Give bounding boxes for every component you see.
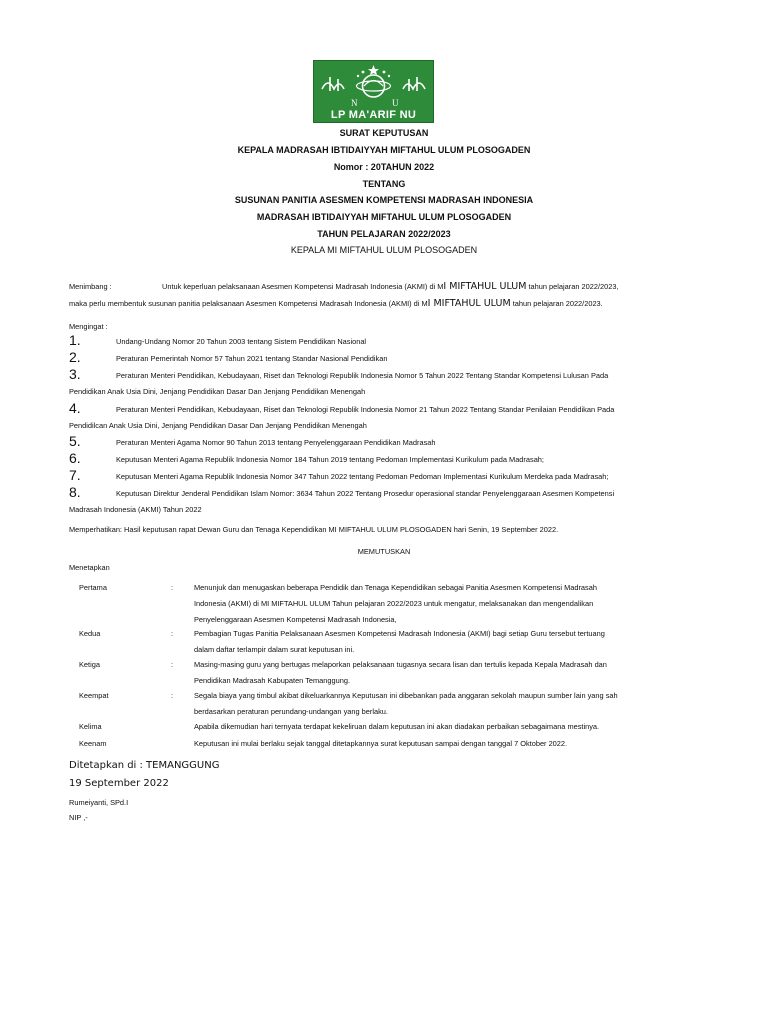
signatory-name: Rumeiyanti, SPd.I — [69, 798, 129, 807]
menimbang-line-2-end: tahun pelajaran 2022/2023. — [512, 299, 603, 308]
decision-text-line: Keputusan ini mulai berlaku sejak tanggal ditetapkannya surat keputusan sampai dengan tanggal 7 Oktober 2022. — [194, 739, 568, 748]
logo-letter-u: U — [392, 98, 399, 108]
list-item-number: 1. — [69, 332, 81, 348]
list-item-number: 5. — [69, 433, 81, 449]
decision-text-line: Indonesia (AKMI) di MI MIFTAHUL ULUM Tahun pelajaran 2022/2023 untuk mengatur, melaksanakan dan mengendalikan — [194, 599, 594, 608]
list-item-text: Peraturan Menteri Agama Nomor 90 Tahun 2013 tentang Penyelenggaraan Pendidikan Madrasah — [116, 438, 436, 447]
decision-colon: : — [171, 629, 174, 638]
header-line-1: KEPALA MADRASAH IBTIDAIYYAH MIFTAHUL ULUM PLOSOGADEN — [237, 145, 531, 155]
decision-text-line: Segala biaya yang timbul akibat dikeluarkannya Keputusan ini dibebankan pada anggaran sekolah maupun sumber lain yang sah — [194, 691, 618, 700]
ditetapkan-place: Ditetapkan di : TEMANGGUNG — [69, 760, 220, 771]
menimbang-line-2 — [69, 296, 678, 312]
list-item-continuation: Pendidilcan Anak Usia Dini, Jenjang Pendidikan Dasar Dan Jenjang Pendidikan Menengah — [69, 421, 367, 430]
decision-colon: : — [171, 660, 174, 669]
mengingat-label: Mengingat : — [69, 322, 108, 331]
list-item-number: 8. — [69, 484, 81, 500]
decision-text-line: Penyelenggaraan Asesmen Kompetensi Madrasah Indonesia, — [194, 615, 397, 624]
list-item-continuation: Madrasah Indonesia (AKMI) Tahun 2022 — [69, 505, 202, 514]
list-item-number: 4. — [69, 400, 81, 416]
list-item-text: Undang-Undang Nomor 20 Tahun 2003 tentang Sistem Pendidikan Nasional — [116, 337, 367, 346]
document-title: SURAT KEPUTUSAN — [339, 128, 429, 138]
logo-letter-n: N — [351, 98, 358, 108]
decision-text-line: Apabila dikemudian hari ternyata terdapat kekeliruan dalam keputusan ini akan diadakan perbaikan sebagaimana mestinya. — [194, 722, 600, 731]
menimbang-line-1-end: tahun pelajaran 2022/2023, — [528, 282, 619, 291]
decision-colon: : — [171, 691, 174, 700]
decision-label: Pertama — [79, 583, 107, 592]
decision-text-line: Menunjuk dan menugaskan beberapa Pendidik dan Tenaga Kependidikan sebagai Panitia Asesmen Kompetensi Madrasah — [194, 583, 597, 592]
decision-label: Ketiga — [79, 660, 100, 669]
academic-year: TAHUN PELAJARAN 2022/2023 — [317, 229, 451, 239]
subject-line-2: MADRASAH IBTIDAIYYAH MIFTAHUL ULUM PLOSOGADEN — [256, 212, 512, 222]
nu-emblem-icon — [314, 61, 433, 111]
subject-line-1: SUSUNAN PANITIA ASESMEN KOMPETENSI MADRASAH INDONESIA — [234, 195, 534, 205]
document-number: Nomor : 20TAHUN 2022 — [333, 162, 435, 172]
ditetapkan-date: 19 September 2022 — [69, 778, 169, 789]
memperhatikan-text: Memperhatikan: Hasil keputusan rapat Dewan Guru dan Tenaga Kependidikan MI MIFTAHUL ULUM PLOSOGADEN hari Senin, 19 September 2022. — [69, 525, 559, 534]
decision-text-line: Pendidikan Madrasah Kabupaten Temanggung. — [194, 676, 351, 685]
signatory-nip: NIP ,- — [69, 813, 88, 822]
decision-label: Keempat — [79, 691, 109, 700]
decision-text-line: Masing-masing guru yang bertugas melaporkan pelaksanaan tugasnya secara lisan dan tertulis kepada Kepala Madrasah dan — [194, 660, 607, 669]
list-item-number: 6. — [69, 450, 81, 466]
list-item-number: 7. — [69, 467, 81, 483]
decision-text-line: dalam daftar terlampir dalam surat keputusan ini. — [194, 645, 355, 654]
list-item-text: Peraturan Menteri Pendidikan, Kebudayaan, Riset dan Teknologi Republik Indonesia Nomor 21 Tahun 2022 Tentang Standar Penilaian Pendidikan Pada — [116, 405, 615, 414]
list-item-text: Peraturan Menteri Pendidikan, Kebudayaan, Riset dan Teknologi Republik Indonesia Nomor 5 Tahun 2022 Tentang Standar Kompetensi Lulusan Pada — [116, 371, 609, 380]
menimbang-line-2-school: I MIFTAHUL ULUM — [427, 298, 511, 309]
list-item-text: Keputusan Menteri Agama Republik Indonesia Nomor 184 Tahun 2019 tentang Pedoman Implementasi Kurikulum pada Madrasah; — [116, 455, 544, 464]
menimbang-line-1-school: I MIFTAHUL ULUM — [443, 281, 527, 292]
decision-text-line: berdasarkan peraturan perundang-undangan yang berlaku. — [194, 707, 388, 716]
list-item-text: Keputusan Direktur Jenderal Pendidikan Islam Nomor: 3634 Tahun 2022 Tentang Prosedur operasional standar Penyelenggaraan Asesmen Kompetensi — [116, 489, 615, 498]
memutuskan-heading: MEMUTUSKAN — [357, 547, 411, 556]
lp-maarif-nu-logo — [313, 60, 434, 123]
list-item-number: 2. — [69, 349, 81, 365]
decision-text-line: Pembagian Tugas Panitia Pelaksanaan Asesmen Kompetensi Madrasah Indonesia (AKMI) bagi setiap Guru tersebut tertuang — [194, 629, 605, 638]
list-item-text: Keputusan Menteri Agama Republik Indonesia Nomor 347 Tahun 2022 tentang Pedoman Pedoman Implementasi Kurikulum Merdeka pada Madrasah; — [116, 472, 609, 481]
decision-label: Keenam — [79, 739, 107, 748]
list-item-number: 3. — [69, 366, 81, 382]
logo-caption: LP MA'ARIF NU — [330, 109, 417, 121]
list-item-text: Peraturan Pemerintah Nomor 57 Tahun 2021 tentang Standar Nasional Pendidikan — [116, 354, 388, 363]
menimbang-line-1-text: Untuk keperluan pelaksanaan Asesmen Kompetensi Madrasah Indonesia (AKMI) di M — [162, 282, 444, 291]
menimbang-line-2-text: maka perlu membentuk susunan panitia pelaksanaan Asesmen Kompetensi Madrasah Indonesia (AKMI) di M — [69, 299, 428, 308]
menetapkan-label: Menetapkan — [69, 563, 110, 572]
menimbang-line-1 — [162, 279, 678, 295]
list-item-continuation: Pendidikan Anak Usia Dini, Jenjang Pendidikan Dasar Dan Jenjang Pendidikan Menengah — [69, 387, 366, 396]
issuing-authority: KEPALA MI MIFTAHUL ULUM PLOSOGADEN — [290, 245, 478, 255]
decision-colon: : — [171, 583, 174, 592]
tentang-heading: TENTANG — [362, 179, 406, 189]
decision-label: Kelima — [79, 722, 102, 731]
menimbang-label: Menimbang : — [69, 282, 112, 291]
decision-label: Kedua — [79, 629, 101, 638]
